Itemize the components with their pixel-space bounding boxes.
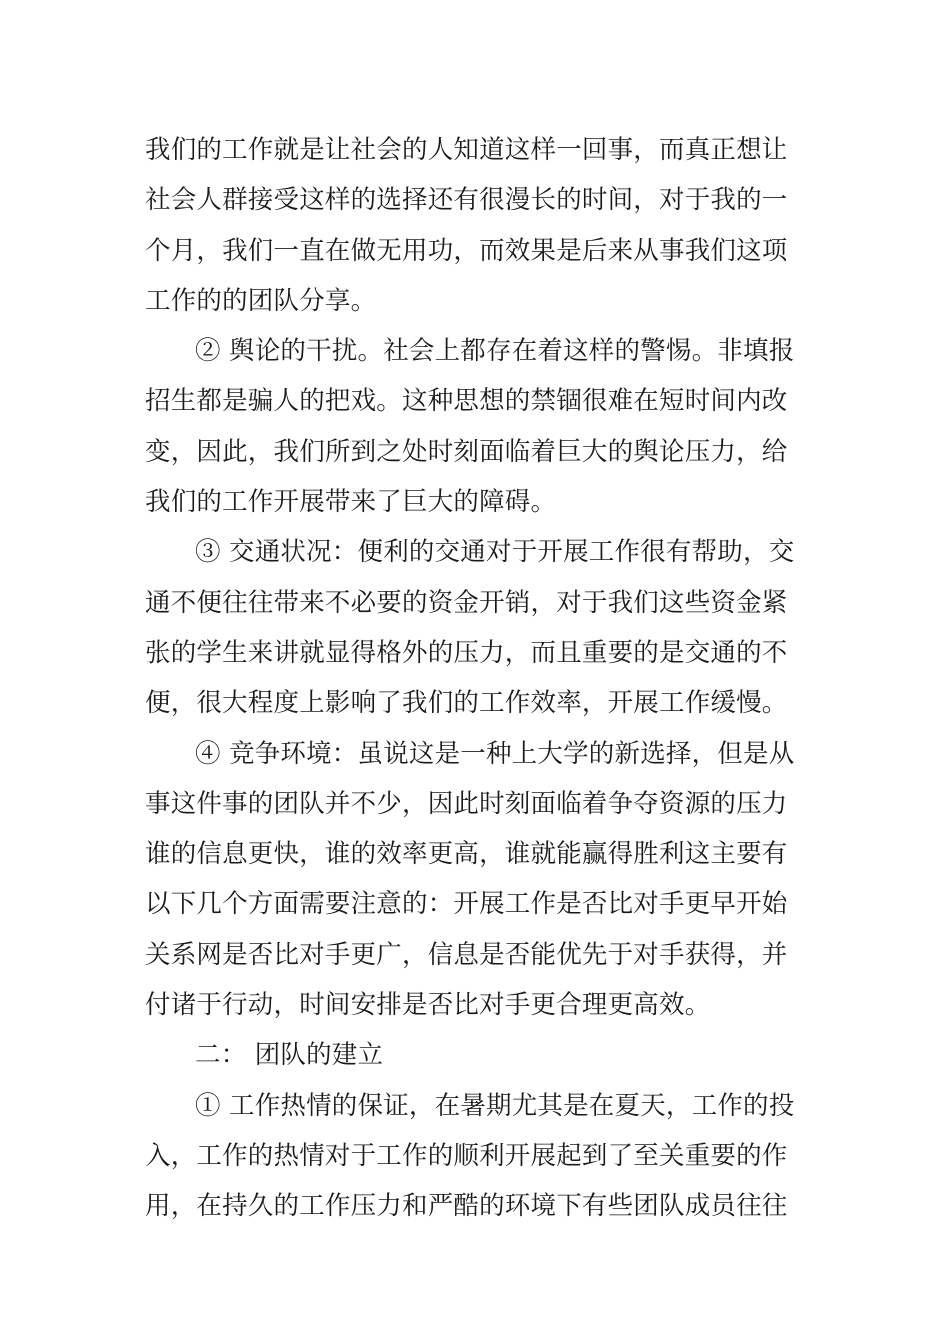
text-line: 便，很大程度上影响了我们的工作效率，开展工作缓慢。 (145, 688, 788, 719)
text-line: 变，因此，我们所到之处时刻面临着巨大的舆论压力，给 (145, 436, 788, 467)
text-line: 个月，我们一直在做无用功，而效果是后来从事我们这项 (145, 235, 788, 266)
text-line: 通不便往往带来不必要的资金开销，对于我们这些资金紧 (145, 587, 788, 618)
text-line: 张的学生来讲就显得格外的压力，而且重要的是交通的不 (145, 637, 788, 668)
document-body (145, 125, 810, 1232)
text-line: 招生都是骗人的把戏。这种思想的禁锢很难在短时间内改 (145, 386, 788, 417)
paragraph-start-line: 二： 团队的建立 (195, 1040, 384, 1071)
text-line: 用，在持久的工作压力和严酷的环境下有些团队成员往往 (145, 1191, 788, 1222)
paragraph-start-line: ③ 交通状况：便利的交通对于开展工作很有帮助，交 (195, 537, 795, 568)
text-line: 事这件事的团队并不少，因此时刻面临着争夺资源的压力 (145, 788, 788, 819)
text-line: 入，工作的热情对于工作的顺利开展起到了至关重要的作 (145, 1140, 788, 1171)
paragraph-start-line: ② 舆论的干扰。社会上都存在着这样的警惕。非填报 (195, 336, 795, 367)
text-line: 关系网是否比对手更广，信息是否能优先于对手获得，并 (145, 939, 788, 970)
text-line: 社会人群接受这样的选择还有很漫长的时间，对于我的一 (145, 185, 788, 216)
paragraph-start-line: ① 工作热情的保证，在暑期尤其是在夏天，工作的投 (195, 1090, 795, 1121)
text-line: 以下几个方面需要注意的：开展工作是否比对手更早开始 (145, 889, 788, 920)
text-line: 我们的工作开展带来了巨大的障碍。 (145, 487, 557, 518)
text-line: 工作的的团队分享。 (145, 285, 377, 316)
text-line: 付诸于行动，时间安排是否比对手更合理更高效。 (145, 990, 711, 1021)
text-line: 我们的工作就是让社会的人知道这样一回事，而真正想让 (145, 135, 788, 165)
text-line: 谁的信息更快，谁的效率更高，谁就能赢得胜利这主要有 (145, 839, 788, 870)
paragraph-start-line: ④ 竞争环境：虽说这是一种上大学的新选择，但是从 (195, 738, 795, 769)
